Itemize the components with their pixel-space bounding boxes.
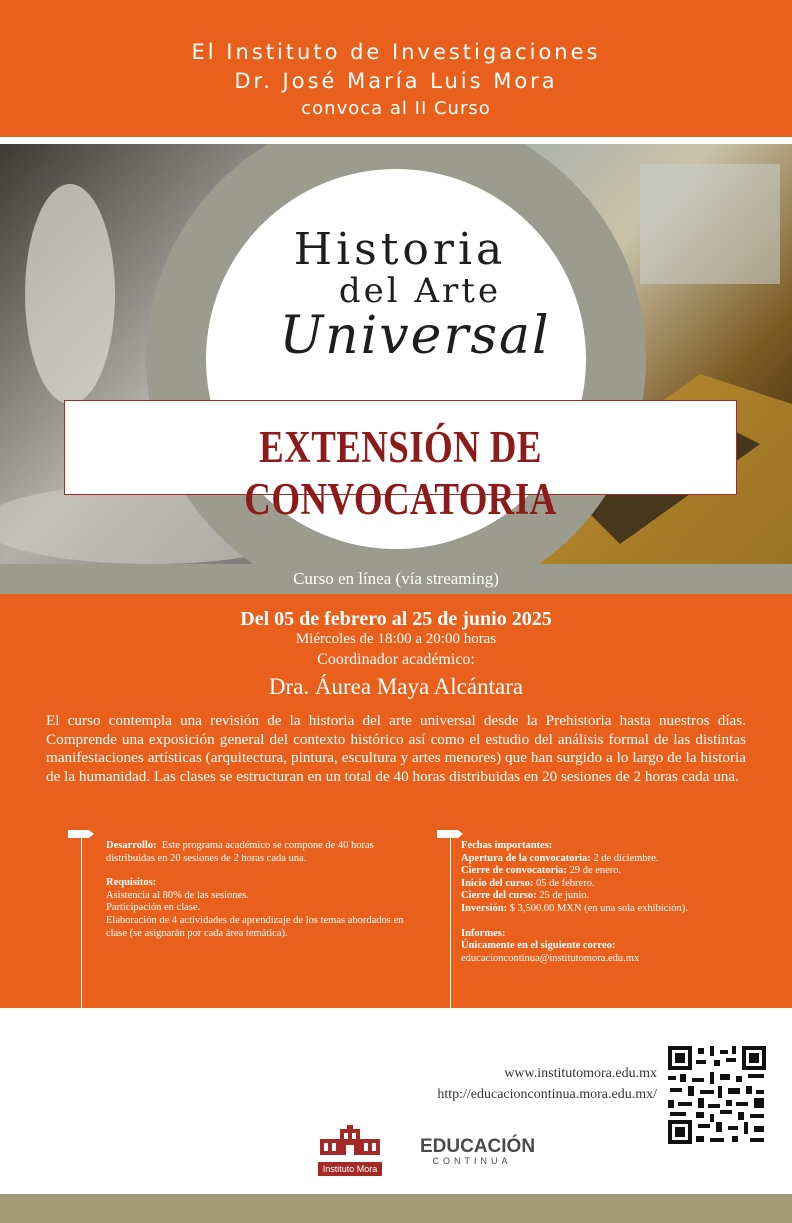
extension-banner	[64, 400, 737, 524]
footer-urls	[437, 1063, 657, 1105]
arrow-icon	[437, 830, 463, 838]
header-line-1: El Instituto de Investigaciones	[191, 40, 601, 64]
course-hours: Miércoles de 18:00 a 20:00 horas	[295, 631, 497, 647]
instituto-mora-label: Instituto Mora	[318, 1162, 382, 1176]
website-link[interactable]: www.institutomora.edu.mx	[504, 1066, 657, 1081]
fecha-item: Inicio del curso: 05 de febrero.	[461, 877, 595, 889]
desarrollo-block	[106, 840, 411, 865]
desarrollo-label: Desarrollo:	[106, 840, 157, 851]
course-logo	[190, 224, 610, 366]
course-logo-line-3: Universal	[279, 306, 551, 366]
divider-left	[81, 838, 82, 1008]
instituto-mora-logo	[318, 1125, 382, 1176]
fechas-block	[461, 840, 761, 916]
continuing-education-link[interactable]: http://educacioncontinua.mora.edu.mx/	[437, 1087, 657, 1102]
continua-text: CONTINUA	[432, 1156, 512, 1166]
course-logo-line-1: Historia	[293, 224, 507, 275]
fecha-item: Apertura de la convocatoria: 2 de diciembre.	[461, 852, 659, 864]
left-info-column	[106, 840, 411, 952]
bottom-bar	[0, 1194, 792, 1223]
requisito-item: Participación en clase.	[106, 902, 201, 914]
contact-email-link[interactable]: educacioncontinua@institutomora.edu.mx	[461, 952, 640, 964]
educacion-continua-logo	[420, 1136, 536, 1166]
desarrollo-text: Este programa académico se compone de 40 horas distribuidas en 20 sesiones de 2 horas cada una.	[106, 840, 374, 864]
arrow-icon	[68, 830, 94, 838]
requisito-item: Asistencia al 80% de las sesiones.	[106, 889, 249, 901]
building-icon	[318, 1125, 382, 1155]
informes-block	[461, 928, 761, 966]
requisitos-label: Requisitos:	[106, 877, 157, 889]
divider-right	[450, 838, 451, 1008]
requisito-item: Elaboración de 4 actividades de aprendizaje de los temas abordados en clase (se asignarán por cada área temática).	[106, 914, 404, 939]
qr-code-icon	[666, 1044, 768, 1146]
fecha-item: Cierre de convocatoria: 29 de enero.	[461, 865, 622, 877]
coordinator-label: Coordinador académico:	[317, 651, 475, 668]
fecha-item: Inversión: $ 3,500.00 MXN (en una sola exhibición).	[461, 902, 688, 914]
informes-label: Informes:	[461, 927, 506, 939]
right-info-column	[461, 840, 761, 977]
requisitos-block	[106, 877, 411, 940]
modality-strip: Curso en línea (vía streaming)	[0, 564, 792, 594]
header-line-2: Dr. José María Luis Mora	[234, 69, 558, 93]
course-description: El curso contempla una revisión de la historia del arte universal desde la Prehistoria hasta nuestros días. Comprende una exposición general del contexto histórico así como el estudio del análisis formal de las distintas manifestaciones artísticas (arquitectura, pintura, escultura y artes menores) que han surgido a lo largo de la historia de la humanidad. Las clases se estructuran en un total de 40 horas distribuidas en 20 sesiones de 2 horas cada una.	[46, 712, 746, 785]
fechas-label: Fechas importantes:	[461, 840, 553, 851]
header-line-3: convoca al II Curso	[301, 98, 491, 119]
course-dates: Del 05 de febrero al 25 de junio 2025	[240, 608, 552, 630]
informes-text: Únicamente en el siguiente correo:	[461, 940, 616, 952]
coordinator-name: Dra. Áurea Maya Alcántara	[268, 674, 524, 699]
extension-banner-text: EXTENSIÓN DE CONVOCATORIA	[244, 422, 557, 524]
main-info-panel	[0, 594, 792, 1008]
fecha-item: Cierre del curso: 25 de junio.	[461, 890, 590, 902]
header-band	[0, 0, 792, 137]
course-logo-line-2: del Arte	[338, 271, 502, 311]
educacion-text: EDUCACIÓN	[420, 1136, 536, 1157]
